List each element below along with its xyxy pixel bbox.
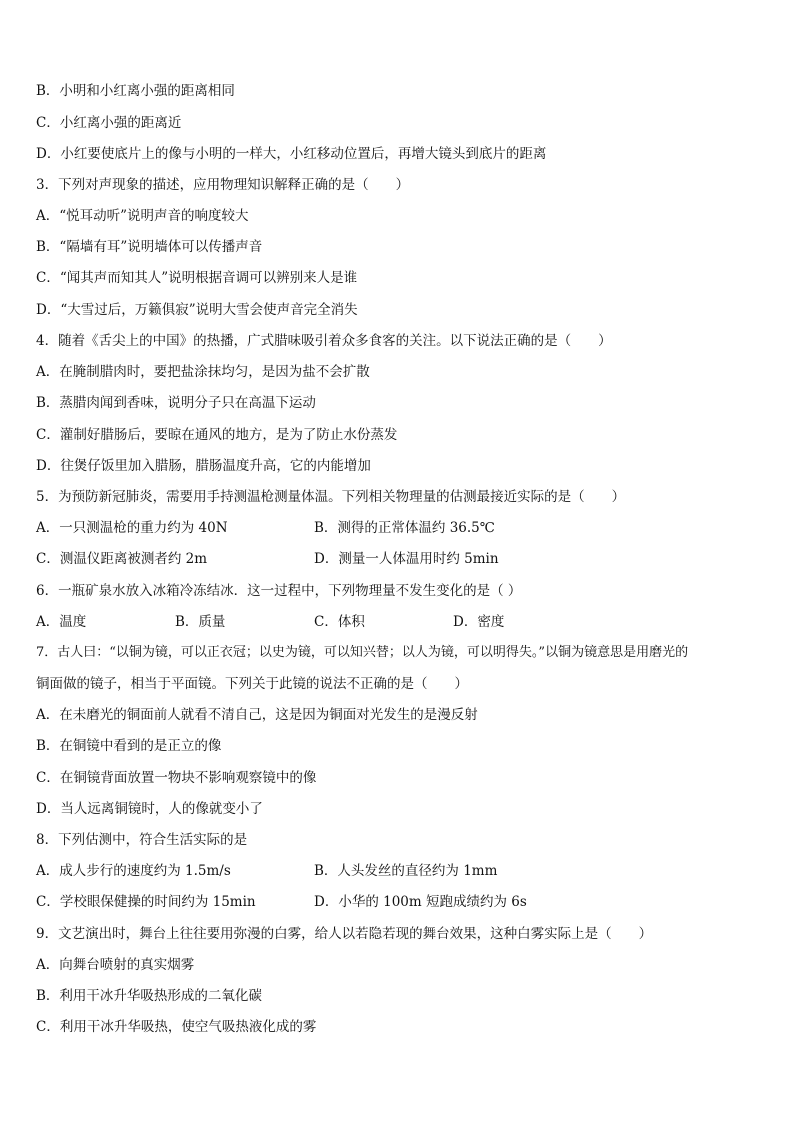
question-6: 6．一瓶矿泉水放入冰箱冷冻结冰．这一过程中，下列物理量不发生变化的是（ ） — [36, 583, 522, 599]
question-3: 3．下列对声现象的描述，应用物理知识解释正确的是（ ） — [36, 177, 410, 193]
q9-option-a: A．向舞台喷射的真实烟雾 — [36, 957, 195, 973]
q3-option-a: A．“悦耳动听”说明声音的响度较大 — [36, 208, 249, 224]
q9-option-c: C．利用干冰升华吸热，使空气吸热液化成的雾 — [36, 1019, 317, 1035]
q6-option-a: A．温度 — [36, 614, 87, 630]
q5-option-b: B．测得的正常体温约 36.5℃ — [314, 520, 495, 536]
q2-option-b: B．小明和小红离小强的距离相同 — [36, 83, 235, 99]
q8-option-c: C．学校眼保健操的时间约为 15min — [36, 894, 256, 910]
question-9: 9．文艺演出时，舞台上往往要用弥漫的白雾，给人以若隐若现的舞台效果，这种白雾实际上是（ ） — [36, 926, 653, 942]
q2-option-c: C．小红离小强的距离近 — [36, 115, 182, 131]
q6-option-b: B．质量 — [175, 614, 226, 630]
q3-option-c: C．“闻其声而知其人”说明根据音调可以辨别来人是谁 — [36, 270, 358, 286]
q5-option-c: C．测温仪距离被测者约 2m — [36, 551, 208, 567]
question-4: 4．随着《舌尖上的中国》的热播，广式腊味吸引着众多食客的关注。以下说法正确的是（ ） — [36, 333, 612, 349]
q6-option-c: C．体积 — [314, 614, 365, 630]
q8-option-b: B．人头发丝的直径约为 1mm — [314, 863, 498, 879]
q2-option-d: D．小红要使底片上的像与小明的一样大，小红移动位置后，再增大镜头到底片的距离 — [36, 146, 547, 162]
q4-option-d: D．往煲仔饭里加入腊肠，腊肠温度升高，它的内能增加 — [36, 458, 371, 474]
q7-option-b: B．在铜镜中看到的是正立的像 — [36, 738, 222, 754]
q7-option-a: A．在未磨光的铜面前人就看不清自己，这是因为铜面对光发生的是漫反射 — [36, 707, 478, 723]
q8-option-d: D．小华的 100m 短跑成绩约为 6s — [314, 894, 527, 910]
q3-option-b: B．“隔墙有耳”说明墙体可以传播声音 — [36, 239, 263, 255]
q7-option-c: C．在铜镜背面放置一物块不影响观察镜中的像 — [36, 770, 317, 786]
question-7-continued: 铜面做的镜子，相当于平面镜。下列关于此镜的说法不正确的是（ ） — [36, 676, 468, 692]
q4-option-c: C．灌制好腊肠后，要晾在通风的地方，是为了防止水份蒸发 — [36, 427, 398, 443]
question-7: 7．古人曰：“以铜为镜，可以正衣冠；以史为镜，可以知兴替；以人为镜，可以明得失。”以铜为镜意思是用磨光的 — [36, 645, 689, 660]
q4-option-a: A．在腌制腊肉时，要把盐涂抹均匀，是因为盐不会扩散 — [36, 364, 370, 380]
q7-option-d: D．当人远离铜镜时，人的像就变小了 — [36, 801, 263, 817]
q5-option-d: D．测量一人体温用时约 5min — [314, 551, 499, 567]
q9-option-b: B．利用干冰升华吸热形成的二氧化碳 — [36, 988, 262, 1004]
question-8: 8．下列估测中，符合生活实际的是 — [36, 832, 248, 848]
q4-option-b: B．蒸腊肉闻到香味，说明分子只在高温下运动 — [36, 395, 316, 411]
question-5: 5．为预防新冠肺炎，需要用手持测温枪测量体温。下列相关物理量的估测最接近实际的是（ ） — [36, 489, 626, 505]
q8-option-a: A．成人步行的速度约为 1.5m/s — [36, 863, 231, 879]
q5-option-a: A．一只测温枪的重力约为 40N — [36, 520, 228, 536]
q3-option-d: D．“大雪过后，万籁俱寂”说明大雪会使声音完全消失 — [36, 302, 358, 318]
q6-option-d: D．密度 — [453, 614, 505, 630]
